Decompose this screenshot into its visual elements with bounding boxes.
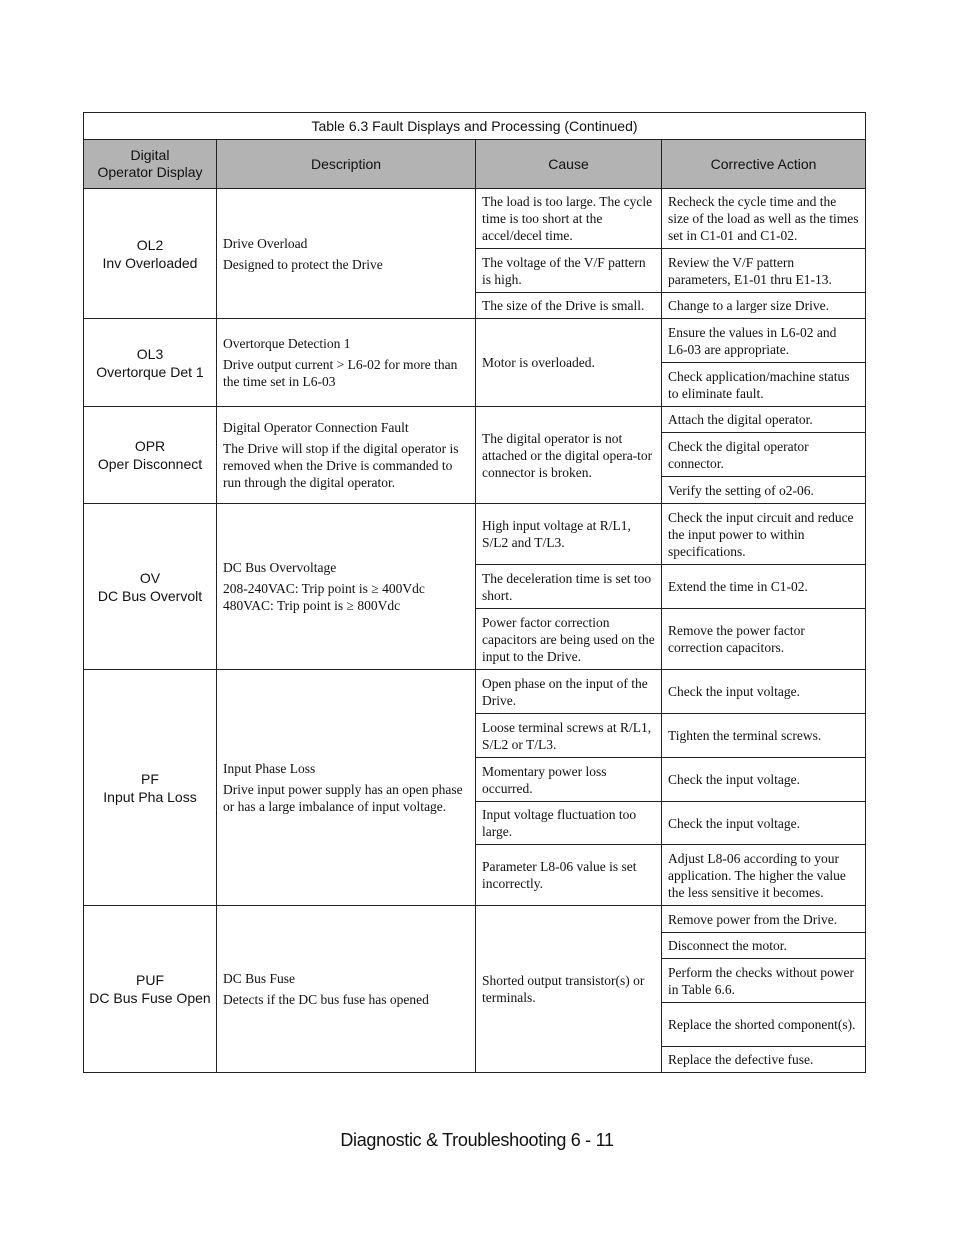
description-cell xyxy=(217,504,476,670)
header-cause: Cause xyxy=(476,140,662,189)
fault-code: OL3 xyxy=(136,345,164,362)
fault-name: Input Pha Loss xyxy=(103,788,197,805)
table-row xyxy=(84,189,866,249)
action-cell: Replace the defective fuse. xyxy=(662,1047,866,1073)
table-caption: Table 6.3 Fault Displays and Processing (Continued) xyxy=(84,113,866,140)
cause-cell: Shorted output transistor(s) or terminals. xyxy=(476,906,662,1073)
cause-cell: The voltage of the V/F pattern is high. xyxy=(476,249,662,293)
action-cell: Attach the digital operator. xyxy=(662,407,866,433)
fault-name: DC Bus Overvolt xyxy=(97,587,203,604)
cause-cell: Loose terminal screws at R/L1, S/L2 or T/L3. xyxy=(476,714,662,758)
description-cell xyxy=(217,906,476,1073)
fault-name: Inv Overloaded xyxy=(102,254,198,271)
description-cell xyxy=(217,319,476,407)
action-cell: Check the input voltage. xyxy=(662,670,866,714)
action-cell: Replace the shorted component(s). xyxy=(662,1003,866,1047)
table-row xyxy=(84,504,866,565)
action-cell: Verify the setting of o2-06. xyxy=(662,477,866,504)
fault-displays-table xyxy=(83,112,866,1073)
action-cell: Change to a larger size Drive. xyxy=(662,293,866,319)
action-cell: Extend the time in C1-02. xyxy=(662,565,866,609)
description-cell xyxy=(217,670,476,906)
fault-code-cell xyxy=(84,906,217,1073)
cause-cell: High input voltage at R/L1, S/L2 and T/L3. xyxy=(476,504,662,565)
table-row xyxy=(84,407,866,433)
action-cell: Recheck the cycle time and the size of the load as well as the times set in C1-01 and C1-02. xyxy=(662,189,866,249)
description-cell xyxy=(217,407,476,504)
description-title: Input Phase Loss xyxy=(223,761,316,776)
description-title: Digital Operator Connection Fault xyxy=(223,420,409,435)
description-body: Drive output current > L6-02 for more than the time set in L6-03 xyxy=(223,357,458,389)
cause-cell: Input voltage fluctuation too large. xyxy=(476,802,662,845)
fault-code-cell xyxy=(84,670,217,906)
cause-cell: Parameter L8-06 value is set incorrectly. xyxy=(476,845,662,906)
header-corrective-action: Corrective Action xyxy=(662,140,866,189)
fault-code-cell xyxy=(84,504,217,670)
fault-code-cell xyxy=(84,319,217,407)
cause-cell: Motor is overloaded. xyxy=(476,319,662,407)
action-cell: Check the input voltage. xyxy=(662,802,866,845)
fault-name: Overtorque Det 1 xyxy=(96,363,204,380)
fault-code: OV xyxy=(139,569,161,586)
fault-name: Oper Disconnect xyxy=(97,456,203,472)
description-body: Drive input power supply has an open phase or has a large imbalance of input voltage. xyxy=(223,782,463,814)
page-footer: Diagnostic & Troubleshooting 6 - 11 xyxy=(340,1130,614,1150)
action-cell: Remove the power factor correction capacitors. xyxy=(662,609,866,670)
cause-cell: The deceleration time is set too short. xyxy=(476,565,662,609)
description-title: DC Bus Overvoltage xyxy=(223,560,337,575)
fault-code: PF xyxy=(141,770,159,787)
header-display-line1: Digital xyxy=(130,147,170,163)
description-body: Detects if the DC bus fuse has opened xyxy=(223,992,429,1007)
cause-cell: The load is too large. The cycle time is too short at the accel/decel time. xyxy=(476,189,662,249)
fault-code: PUF xyxy=(136,972,164,988)
action-cell: Ensure the values in L6-02 and L6-03 are appropriate. xyxy=(662,319,866,363)
header-operator-display xyxy=(84,140,217,189)
description-line: 208-240VAC: Trip point is ≥ 400Vdc xyxy=(223,581,425,596)
action-cell: Check the input voltage. xyxy=(662,758,866,802)
header-display-line2: Operator Display xyxy=(97,164,203,180)
cause-cell: The size of the Drive is small. xyxy=(476,293,662,319)
description-title: DC Bus Fuse xyxy=(223,971,296,986)
cause-cell: Momentary power loss occurred. xyxy=(476,758,662,802)
action-cell: Disconnect the motor. xyxy=(662,933,866,959)
cause-cell: Open phase on the input of the Drive. xyxy=(476,670,662,714)
action-cell: Check the input circuit and reduce the input power to within specifications. xyxy=(662,504,866,565)
action-cell: Adjust L8-06 according to your application. The higher the value the less sensitive it becomes. xyxy=(662,845,866,906)
action-cell: Perform the checks without power in Table 6.6. xyxy=(662,959,866,1003)
fault-code-cell xyxy=(84,189,217,319)
fault-name: DC Bus Fuse Open xyxy=(89,990,211,1006)
description-title: Overtorque Detection 1 xyxy=(223,336,351,351)
cause-cell: The digital operator is not attached or the digital opera-tor connector is broken. xyxy=(476,407,662,504)
description-body: The Drive will stop if the digital operator is removed when the Drive is commanded to run through the digital operator. xyxy=(223,441,459,490)
header-description: Description xyxy=(217,140,476,189)
description-line: 480VAC: Trip point is ≥ 800Vdc xyxy=(223,598,401,613)
table-row xyxy=(84,906,866,933)
description-cell xyxy=(217,189,476,319)
action-cell: Check application/machine status to eliminate fault. xyxy=(662,363,866,407)
action-cell: Tighten the terminal screws. xyxy=(662,714,866,758)
fault-code-cell xyxy=(84,407,217,504)
description-body: Designed to protect the Drive xyxy=(223,256,383,272)
table-row xyxy=(84,319,866,363)
action-cell: Remove power from the Drive. xyxy=(662,906,866,933)
table-row xyxy=(84,670,866,714)
cause-cell: Power factor correction capacitors are being used on the input to the Drive. xyxy=(476,609,662,670)
description-title: Drive Overload xyxy=(223,235,308,251)
action-cell: Check the digital operator connector. xyxy=(662,433,866,477)
fault-code: OL2 xyxy=(136,236,164,253)
fault-code: OPR xyxy=(134,438,166,454)
action-cell: Review the V/F pattern parameters, E1-01 thru E1-13. xyxy=(662,249,866,293)
